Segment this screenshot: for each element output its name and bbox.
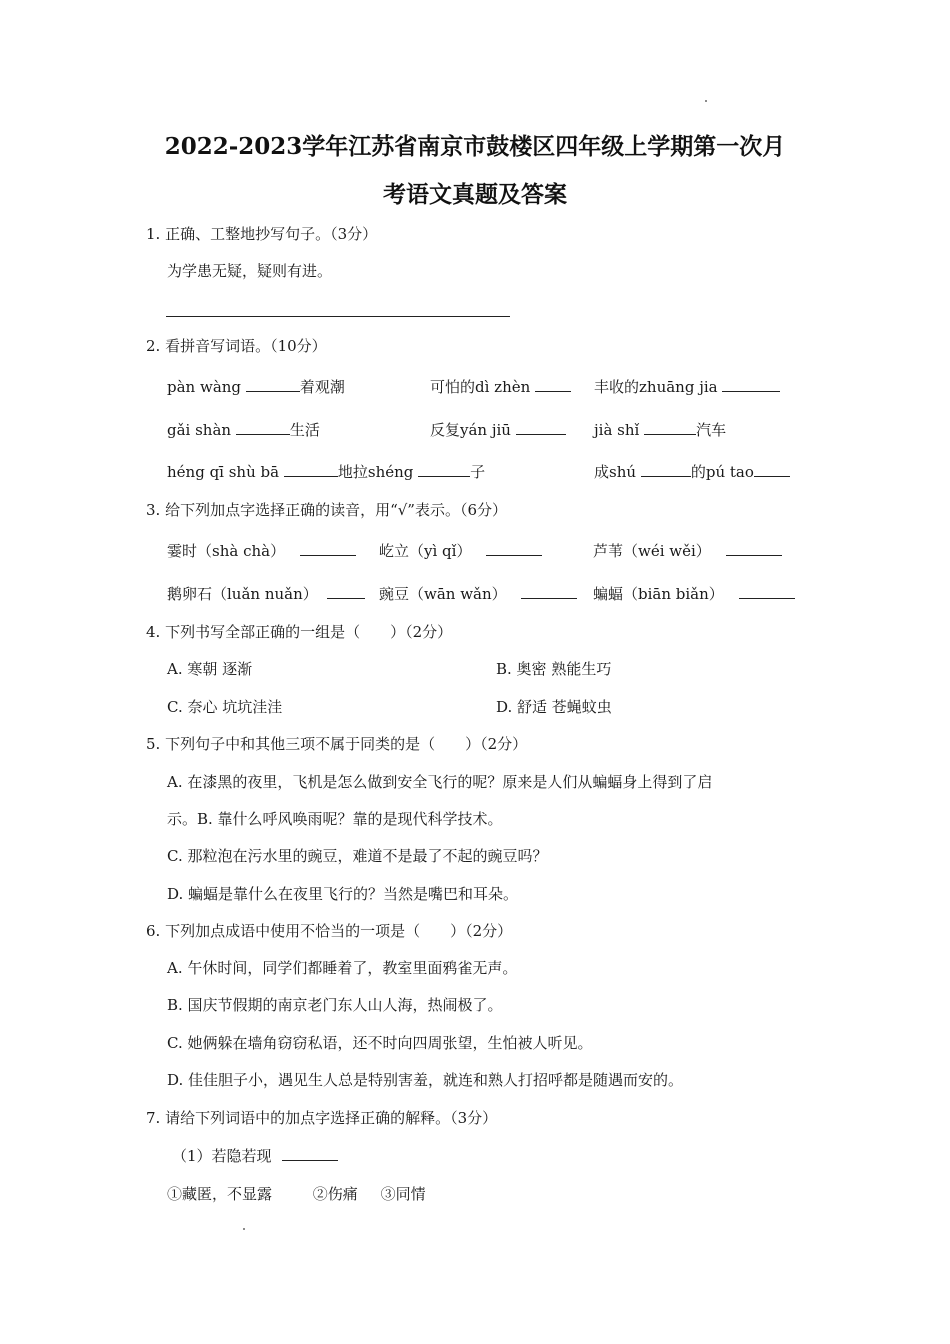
doc-title-line1: 2022-2023学年江苏省南京市鼓楼区四年级上学期第一次月 (164, 133, 786, 160)
q4-stem: 4. 下列书写全部正确的一组是（ ）（2分） (146, 623, 453, 641)
q2-stem: 2. 看拼音写词语。（10分） (146, 337, 327, 355)
reading-choice: 蝙蝠（biān biǎn） (593, 585, 724, 603)
blank[interactable] (486, 540, 542, 556)
pinyin: zhuāng jia (639, 378, 718, 396)
reading-choice: 豌豆（wān wǎn） (379, 585, 507, 603)
prefix: 反复 (430, 421, 461, 439)
q5-stem: 5. 下列句子中和其他三项不属于同类的是（ ）（2分） (146, 735, 528, 753)
pinyin: shú (609, 463, 637, 481)
q4-option-d[interactable]: D. 舒适 苍蝇蚊虫 (496, 698, 612, 716)
prefix: 可怕的 (430, 378, 476, 396)
blank[interactable] (535, 376, 571, 392)
q5-option-a-line2[interactable]: 示。B. 靠什么呼风唤雨呢？靠的是现代科学技术。 (167, 810, 503, 828)
q2-row3-c (594, 461, 790, 482)
word: 着观潮 (299, 378, 345, 396)
q1-sentence: 为学患无疑，疑则有进。 (167, 262, 333, 280)
q2-row2-a (167, 419, 320, 440)
q6-option-b[interactable]: B. 国庆节假期的南京老门东人山人海，热闹极了。 (167, 996, 503, 1014)
q3-item (167, 583, 365, 604)
q3-item (379, 583, 577, 604)
blank[interactable] (516, 419, 566, 435)
pinyin: jià shǐ (594, 421, 640, 439)
word: 生活 (289, 421, 320, 439)
q7-stem: 7. 请给下列词语中的加点字选择正确的解释。（3分） (146, 1109, 498, 1127)
reading-choice: 芦苇（wéi wěi） (593, 542, 711, 560)
q1-stem: 1. 正确、工整地抄写句子。（3分） (146, 225, 378, 243)
word: 地拉 (337, 463, 368, 481)
blank[interactable] (418, 461, 470, 477)
pinyin: héng qī shù bā (167, 463, 280, 481)
q5-option-c[interactable]: C. 那粒泡在污水里的豌豆，难道不是最了不起的豌豆吗？ (167, 847, 548, 865)
blank[interactable] (327, 583, 365, 599)
q3-item (379, 540, 542, 561)
pinyin: pú tao (705, 463, 754, 481)
q1-answer-line[interactable] (166, 316, 510, 317)
pinyin: yán jiū (460, 421, 511, 439)
q4-option-a[interactable]: A. 寒朝 逐渐 (167, 660, 253, 678)
blank[interactable] (282, 1145, 338, 1161)
blank[interactable] (284, 461, 338, 477)
word: 子 (470, 463, 486, 481)
prefix: 丰收的 (594, 378, 640, 396)
connector: 的 (690, 463, 706, 481)
q5-option-d[interactable]: D. 蝙蝠是靠什么在夜里飞行的？当然是嘴巴和耳朵。 (167, 885, 519, 903)
prefix: 成 (594, 463, 610, 481)
blank[interactable] (754, 461, 790, 477)
word: 汽车 (696, 421, 727, 439)
q7-sub1 (172, 1145, 338, 1166)
q2-row1-a (167, 376, 345, 397)
reading-choice: 鹅卵石（luǎn nuǎn） (167, 585, 318, 603)
blank[interactable] (644, 419, 696, 435)
q6-stem: 6. 下列加点成语中使用不恰当的一项是（ ）（2分） (146, 922, 513, 940)
pinyin: gǎi shàn (167, 421, 232, 439)
q7-choice-2: ②伤痛 (312, 1185, 358, 1203)
q4-option-c[interactable]: C. 奈心 坑坑洼洼 (167, 698, 283, 716)
blank[interactable] (300, 540, 356, 556)
blank[interactable] (739, 583, 795, 599)
q4-option-b[interactable]: B. 奥密 熟能生巧 (496, 660, 612, 678)
doc-title-line2: 考语文真题及答案 (383, 181, 567, 208)
q6-option-d[interactable]: D. 佳佳胆子小，遇见生人总是特别害羞，就连和熟人打招呼都是随遇而安的。 (167, 1071, 684, 1089)
q5-option-a-line1[interactable]: A. 在漆黑的夜里，飞机是怎么做到安全飞行的呢？原来是人们从蝙蝠身上得到了启 (167, 773, 713, 791)
q3-item (593, 583, 795, 604)
q2-row1-c (594, 376, 780, 397)
blank[interactable] (236, 419, 290, 435)
reading-choice: 霎时（shà chà） (167, 542, 286, 560)
blank[interactable] (726, 540, 782, 556)
blank[interactable] (521, 583, 577, 599)
q3-item (593, 540, 782, 561)
pinyin: pàn wàng (167, 378, 242, 396)
q7-choices (167, 1184, 426, 1204)
reading-choice: 屹立（yì qǐ） (379, 542, 472, 560)
q7-sub1-term: （1）若隐若现 (172, 1147, 272, 1165)
q3-stem: 3. 给下列加点字选择正确的读音，用“√”表示。（6分） (146, 501, 508, 519)
q2-row3-a (167, 461, 485, 482)
pinyin: dì zhèn (475, 378, 531, 396)
blank[interactable] (641, 461, 691, 477)
q2-row2-c (594, 419, 726, 440)
scan-speck (705, 100, 707, 102)
q2-row1-b (430, 376, 571, 397)
blank[interactable] (722, 376, 780, 392)
pinyin: shéng (367, 463, 414, 481)
q6-option-a[interactable]: A. 午休时间，同学们都睡着了，教室里面鸦雀无声。 (167, 959, 518, 977)
q7-choice-1: ①藏匿，不显露 (167, 1185, 273, 1203)
scan-speck (243, 1228, 245, 1230)
q3-item (167, 540, 356, 561)
q6-option-c[interactable]: C. 她俩躲在墙角窃窃私语，还不时向四周张望，生怕被人听见。 (167, 1034, 593, 1052)
q7-choice-3: ③同情 (380, 1185, 426, 1203)
q2-row2-b (430, 419, 566, 440)
blank[interactable] (246, 376, 300, 392)
